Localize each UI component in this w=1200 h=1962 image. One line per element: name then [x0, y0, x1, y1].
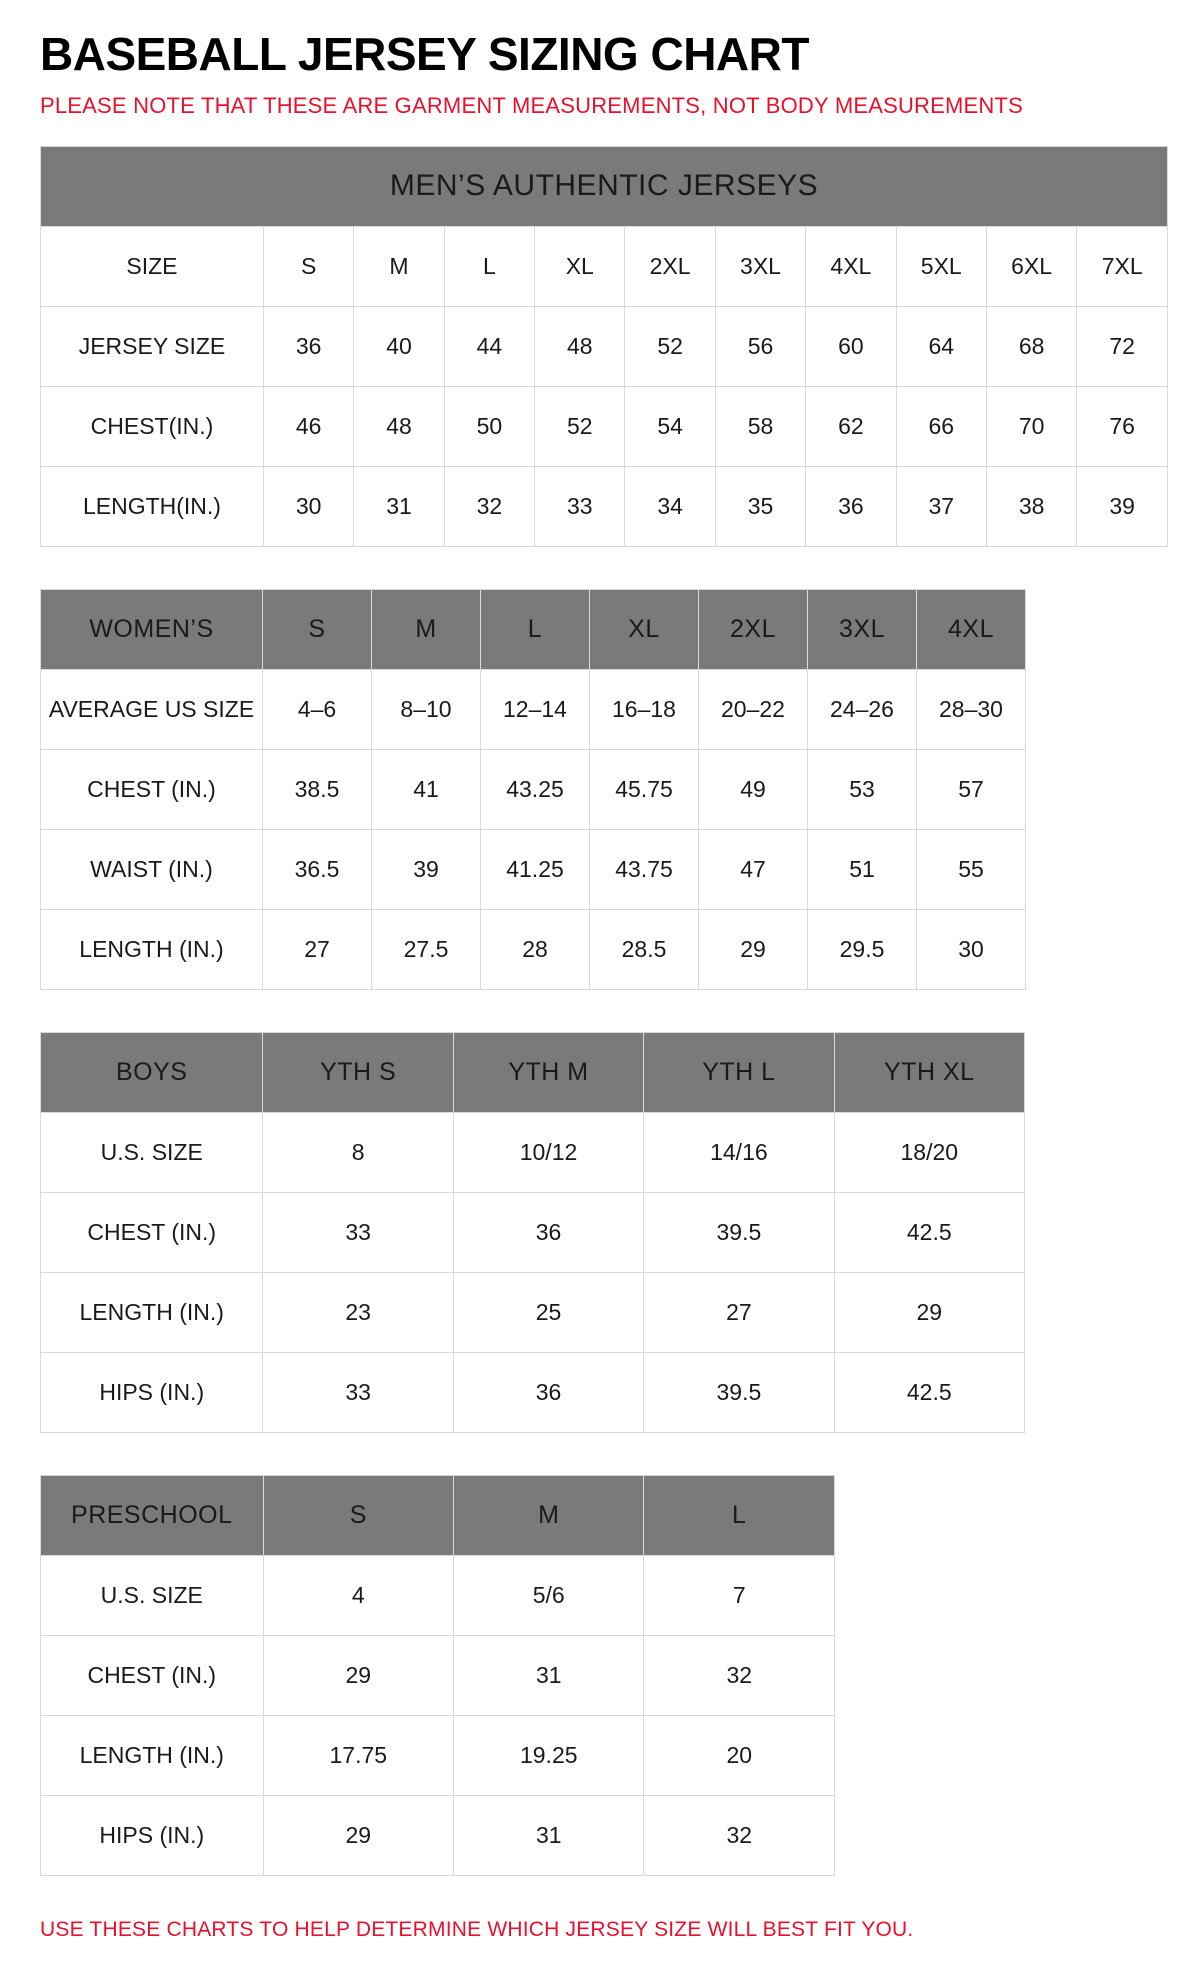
- womens-col-m: M: [372, 589, 481, 669]
- boys-hips-yth-m: 36: [453, 1352, 643, 1432]
- mens-length-m: 31: [354, 466, 444, 546]
- preschool-us-size-s: 4: [263, 1555, 453, 1635]
- table-row: [41, 466, 1168, 546]
- boys-row-label-length: LENGTH (IN.): [41, 1272, 263, 1352]
- mens-chest-xl: 52: [535, 386, 625, 466]
- table-row: [41, 1352, 1025, 1432]
- mens-sizing-table: [40, 146, 1168, 547]
- table-row: [41, 1272, 1025, 1352]
- preschool-chest-l: 32: [644, 1635, 835, 1715]
- womens-waist-2xl: 47: [699, 829, 808, 909]
- womens-col-l: L: [481, 589, 590, 669]
- boys-row-label-us-size: U.S. SIZE: [41, 1112, 263, 1192]
- mens-jersey-size-7xl: 72: [1077, 306, 1168, 386]
- womens-chest-2xl: 49: [699, 749, 808, 829]
- preschool-sizing-table: [40, 1475, 835, 1876]
- mens-length-3xl: 35: [715, 466, 805, 546]
- mens-col-4xl: 4XL: [806, 226, 896, 306]
- table-row: [41, 1112, 1025, 1192]
- preschool-col-title: PRESCHOOL: [41, 1475, 264, 1555]
- mens-chest-6xl: 70: [986, 386, 1076, 466]
- womens-col-s: S: [263, 589, 372, 669]
- mens-chest-5xl: 66: [896, 386, 986, 466]
- boys-hips-yth-s: 33: [263, 1352, 453, 1432]
- womens-length-m: 27.5: [372, 909, 481, 989]
- womens-us-size-l: 12–14: [481, 669, 590, 749]
- womens-length-3xl: 29.5: [808, 909, 917, 989]
- preschool-us-size-m: 5/6: [454, 1555, 644, 1635]
- boys-col-yth-xl: YTH XL: [834, 1032, 1024, 1112]
- preschool-column-header-row: [41, 1475, 835, 1555]
- mens-length-5xl: 37: [896, 466, 986, 546]
- womens-column-header-row: [41, 589, 1026, 669]
- table-row: [41, 909, 1026, 989]
- page-title: BASEBALL JERSEY SIZING CHART: [40, 28, 809, 80]
- boys-sizing-table: [40, 1032, 1025, 1433]
- boys-length-yth-m: 25: [453, 1272, 643, 1352]
- womens-length-l: 28: [481, 909, 590, 989]
- footer-note: USE THESE CHARTS TO HELP DETERMINE WHICH JERSEY SIZE WILL BEST FIT YOU.: [40, 1917, 914, 1941]
- preschool-hips-m: 31: [454, 1795, 644, 1875]
- boys-length-yth-xl: 29: [834, 1272, 1024, 1352]
- womens-waist-s: 36.5: [263, 829, 372, 909]
- womens-col-2xl: 2XL: [699, 589, 808, 669]
- preschool-row-label-hips: HIPS (IN.): [41, 1795, 264, 1875]
- preschool-hips-l: 32: [644, 1795, 835, 1875]
- table-row: [41, 1795, 835, 1875]
- womens-length-s: 27: [263, 909, 372, 989]
- mens-length-4xl: 36: [806, 466, 896, 546]
- womens-col-3xl: 3XL: [808, 589, 917, 669]
- mens-chest-l: 50: [444, 386, 534, 466]
- womens-us-size-xl: 16–18: [590, 669, 699, 749]
- mens-chest-2xl: 54: [625, 386, 715, 466]
- womens-us-size-4xl: 28–30: [917, 669, 1026, 749]
- womens-waist-m: 39: [372, 829, 481, 909]
- garment-measurement-note: PLEASE NOTE THAT THESE ARE GARMENT MEASUREMENTS, NOT BODY MEASUREMENTS: [40, 93, 1024, 119]
- mens-col-s: S: [263, 226, 353, 306]
- womens-chest-4xl: 57: [917, 749, 1026, 829]
- womens-chest-xl: 45.75: [590, 749, 699, 829]
- mens-chest-3xl: 58: [715, 386, 805, 466]
- preschool-row-label-us-size: U.S. SIZE: [41, 1555, 264, 1635]
- womens-length-xl: 28.5: [590, 909, 699, 989]
- boys-col-yth-m: YTH M: [453, 1032, 643, 1112]
- mens-chest-m: 48: [354, 386, 444, 466]
- boys-col-yth-l: YTH L: [644, 1032, 834, 1112]
- mens-jersey-size-4xl: 60: [806, 306, 896, 386]
- boys-chest-yth-m: 36: [453, 1192, 643, 1272]
- mens-length-2xl: 34: [625, 466, 715, 546]
- womens-sizing-table: [40, 589, 1026, 990]
- womens-col-title: WOMEN’S: [41, 589, 263, 669]
- mens-col-7xl: 7XL: [1077, 226, 1168, 306]
- preschool-row-label-chest: CHEST (IN.): [41, 1635, 264, 1715]
- boys-us-size-yth-l: 14/16: [644, 1112, 834, 1192]
- table-row: [41, 386, 1168, 466]
- mens-col-l: L: [444, 226, 534, 306]
- womens-waist-l: 41.25: [481, 829, 590, 909]
- boys-us-size-yth-m: 10/12: [453, 1112, 643, 1192]
- mens-chest-4xl: 62: [806, 386, 896, 466]
- boys-us-size-yth-s: 8: [263, 1112, 453, 1192]
- mens-jersey-size-s: 36: [263, 306, 353, 386]
- boys-us-size-yth-xl: 18/20: [834, 1112, 1024, 1192]
- table-row: [41, 1192, 1025, 1272]
- womens-chest-3xl: 53: [808, 749, 917, 829]
- boys-length-yth-s: 23: [263, 1272, 453, 1352]
- mens-length-s: 30: [263, 466, 353, 546]
- table-row: [41, 829, 1026, 909]
- boys-column-header-row: [41, 1032, 1025, 1112]
- womens-us-size-s: 4–6: [263, 669, 372, 749]
- preschool-col-s: S: [263, 1475, 453, 1555]
- mens-col-5xl: 5XL: [896, 226, 986, 306]
- boys-chest-yth-s: 33: [263, 1192, 453, 1272]
- womens-us-size-2xl: 20–22: [699, 669, 808, 749]
- table-row: [41, 749, 1026, 829]
- boys-hips-yth-xl: 42.5: [834, 1352, 1024, 1432]
- table-row: [41, 1635, 835, 1715]
- boys-chest-yth-xl: 42.5: [834, 1192, 1024, 1272]
- womens-col-4xl: 4XL: [917, 589, 1026, 669]
- mens-jersey-size-m: 40: [354, 306, 444, 386]
- mens-banner-row: [41, 146, 1168, 226]
- mens-length-xl: 33: [535, 466, 625, 546]
- mens-chest-7xl: 76: [1077, 386, 1168, 466]
- womens-row-label-waist: WAIST (IN.): [41, 829, 263, 909]
- mens-jersey-size-2xl: 52: [625, 306, 715, 386]
- preschool-chest-m: 31: [454, 1635, 644, 1715]
- womens-row-label-average-us-size: AVERAGE US SIZE: [41, 669, 263, 749]
- womens-chest-l: 43.25: [481, 749, 590, 829]
- womens-waist-4xl: 55: [917, 829, 1026, 909]
- womens-chest-m: 41: [372, 749, 481, 829]
- table-row: [41, 669, 1026, 749]
- mens-jersey-size-3xl: 56: [715, 306, 805, 386]
- mens-length-7xl: 39: [1077, 466, 1168, 546]
- mens-length-6xl: 38: [986, 466, 1076, 546]
- womens-chest-s: 38.5: [263, 749, 372, 829]
- mens-jersey-size-xl: 48: [535, 306, 625, 386]
- preschool-col-l: L: [644, 1475, 835, 1555]
- womens-length-2xl: 29: [699, 909, 808, 989]
- preschool-row-label-length: LENGTH (IN.): [41, 1715, 264, 1795]
- womens-us-size-m: 8–10: [372, 669, 481, 749]
- mens-column-header-row: [41, 226, 1168, 306]
- boys-length-yth-l: 27: [644, 1272, 834, 1352]
- mens-row-label-jersey-size: JERSEY SIZE: [41, 306, 264, 386]
- preschool-hips-s: 29: [263, 1795, 453, 1875]
- boys-col-title: BOYS: [41, 1032, 263, 1112]
- boys-hips-yth-l: 39.5: [644, 1352, 834, 1432]
- womens-us-size-3xl: 24–26: [808, 669, 917, 749]
- womens-col-xl: XL: [590, 589, 699, 669]
- mens-jersey-size-5xl: 64: [896, 306, 986, 386]
- boys-col-yth-s: YTH S: [263, 1032, 453, 1112]
- mens-jersey-size-6xl: 68: [986, 306, 1076, 386]
- mens-col-m: M: [354, 226, 444, 306]
- womens-waist-3xl: 51: [808, 829, 917, 909]
- table-row: [41, 306, 1168, 386]
- mens-row-label-chest: CHEST(IN.): [41, 386, 264, 466]
- womens-waist-xl: 43.75: [590, 829, 699, 909]
- mens-col-6xl: 6XL: [986, 226, 1076, 306]
- boys-row-label-chest: CHEST (IN.): [41, 1192, 263, 1272]
- mens-col-size: SIZE: [41, 226, 264, 306]
- mens-chest-s: 46: [263, 386, 353, 466]
- table-row: [41, 1715, 835, 1795]
- womens-row-label-chest: CHEST (IN.): [41, 749, 263, 829]
- preschool-us-size-l: 7: [644, 1555, 835, 1635]
- mens-banner-label: MEN’S AUTHENTIC JERSEYS: [41, 146, 1168, 226]
- mens-row-label-length: LENGTH(IN.): [41, 466, 264, 546]
- mens-col-2xl: 2XL: [625, 226, 715, 306]
- preschool-length-l: 20: [644, 1715, 835, 1795]
- preschool-length-m: 19.25: [454, 1715, 644, 1795]
- womens-length-4xl: 30: [917, 909, 1026, 989]
- boys-chest-yth-l: 39.5: [644, 1192, 834, 1272]
- mens-col-xl: XL: [535, 226, 625, 306]
- mens-col-3xl: 3XL: [715, 226, 805, 306]
- table-row: [41, 1555, 835, 1635]
- preschool-length-s: 17.75: [263, 1715, 453, 1795]
- mens-length-l: 32: [444, 466, 534, 546]
- mens-jersey-size-l: 44: [444, 306, 534, 386]
- preschool-col-m: M: [454, 1475, 644, 1555]
- preschool-chest-s: 29: [263, 1635, 453, 1715]
- boys-row-label-hips: HIPS (IN.): [41, 1352, 263, 1432]
- womens-row-label-length: LENGTH (IN.): [41, 909, 263, 989]
